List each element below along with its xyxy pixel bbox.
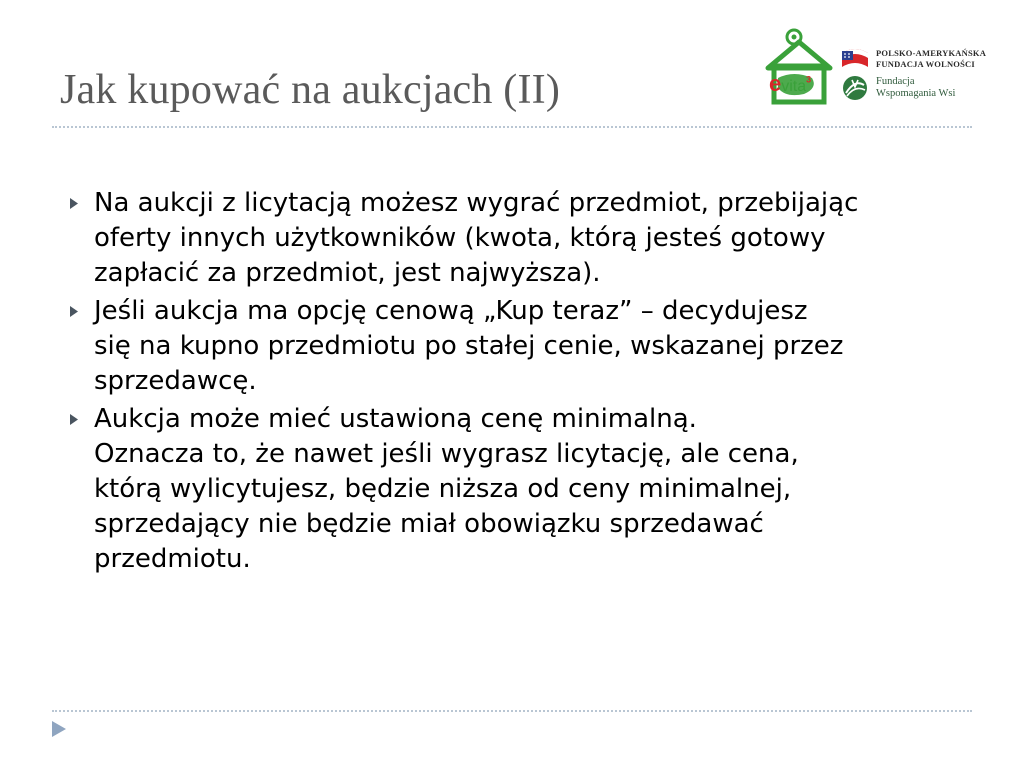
bullet-text-line: Jeśli aukcja ma opcję cenową „Kup teraz” – decydujesz bbox=[94, 296, 808, 326]
bullet-text-line: przedmiotu. bbox=[94, 544, 251, 574]
pafw-logo: POLSKO-AMERYKAŃSKA FUNDACJA WOLNOŚCI bbox=[840, 46, 986, 72]
triangle-right-icon bbox=[69, 413, 79, 426]
bullet-text-line: zapłacić za przedmiot, jest najwyższa). bbox=[94, 258, 601, 288]
bullet-item-3 bbox=[66, 402, 966, 577]
evita-logo-text: evita$^3$ bbox=[769, 71, 812, 96]
bullet-text-line: oferty innych użytkowników (kwota, którą jesteś gotowy bbox=[94, 223, 826, 253]
title-divider bbox=[52, 126, 972, 128]
triangle-right-icon bbox=[69, 197, 79, 210]
bullet-text-line: Na aukcji z licytacją możesz wygrać przedmiot, przebijając bbox=[94, 188, 859, 218]
fww-emblem-icon bbox=[840, 75, 870, 101]
bullet-text-line: którą wylicytujesz, będzie niższa od ceny minimalnej, bbox=[94, 474, 792, 504]
bullet-text-line: Aukcja może mieć ustawioną cenę minimalną. bbox=[94, 404, 697, 434]
bullet-item-1 bbox=[66, 186, 966, 291]
bullet-text-line: sprzedający nie będzie miał obowiązku sprzedawać bbox=[94, 509, 764, 539]
triangle-right-icon bbox=[69, 305, 79, 318]
bullet-text-line: się na kupno przedmiotu po stałej cenie, wskazanej przez bbox=[94, 331, 844, 361]
page-title: Jak kupować na aukcjach (II) bbox=[60, 67, 561, 113]
fww-logo: Fundacja Wspomagania Wsi bbox=[840, 75, 955, 101]
next-slide-arrow-icon[interactable] bbox=[50, 719, 68, 739]
bullet-item-2 bbox=[66, 294, 966, 399]
bullet-text-line: sprzedawcę. bbox=[94, 366, 257, 396]
bullet-text-line: Oznacza to, że nawet jeśli wygrasz licytację, ale cena, bbox=[94, 439, 799, 469]
footer-divider bbox=[52, 710, 972, 712]
bullet-list bbox=[66, 186, 966, 580]
flag-icon bbox=[840, 47, 870, 71]
